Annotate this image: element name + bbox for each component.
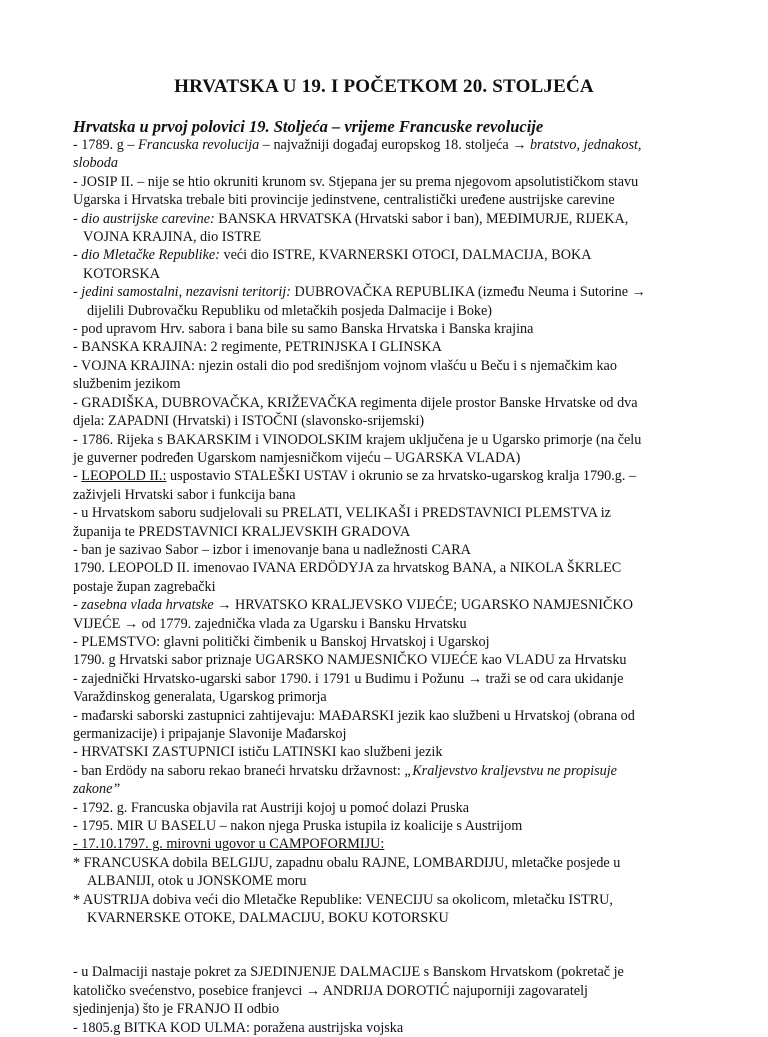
text-line: [73, 191, 695, 209]
text-segment: KOTORSKA: [83, 265, 160, 282]
text-line: [73, 982, 695, 1000]
text-segment: -: [73, 468, 82, 485]
text-line: [73, 210, 695, 228]
text-segment: - ban Erdödy na saboru rekao braneći hrvatsku državnost:: [73, 762, 405, 779]
text-line: [73, 762, 695, 780]
text-segment: -: [73, 597, 82, 614]
text-line: [73, 835, 695, 853]
text-line: [73, 688, 695, 706]
italic-text: dio Mletačke Republike:: [81, 247, 220, 264]
text-segment: katoličko svećenstvo, posebice franjevci → ANDRIJA DOROTIĆ najuporniji zagovaratelj: [73, 982, 588, 999]
text-line: [73, 799, 695, 817]
text-line: [73, 173, 695, 191]
underlined-text: - 17.10.1797. g. mirovni ugovor u CAMPOFORMIJU:: [73, 836, 385, 853]
text-segment: - VOJNA KRAJINA: njezin ostali dio pod središnjom vojnom vlašću u Beču i s njemačkim kao: [73, 357, 617, 374]
document-body: [73, 136, 695, 1037]
italic-text: dio austrijske carevine:: [81, 210, 215, 227]
text-line: [73, 449, 695, 467]
text-segment: - u Dalmaciji nastaje pokret za SJEDINJENJE DALMACIJE s Banskom Hrvatskom (pokretač je: [73, 964, 624, 981]
text-line: [73, 338, 695, 356]
text-segment: 1790. g Hrvatski sabor priznaje UGARSKO NAMJESNIČKO VIJEĆE kao VLADU za Hrvatsku: [73, 652, 627, 669]
text-line: [73, 154, 695, 172]
text-segment: - 1789. g –: [73, 137, 139, 153]
text-segment: sjedinjenja) što je FRANJO II odbio: [73, 1001, 280, 1018]
text-segment: djela: ZAPADNI (Hrvatski) i ISTOČNI (slavonsko-srijemski): [73, 413, 425, 430]
text-line: [73, 725, 695, 743]
text-segment: → HRVATSKO KRALJEVSKO VIJEĆE; UGARSKO NAMJESNIČKO: [213, 597, 633, 614]
text-segment: - 1786. Rijeka s BAKARSKIM i VINODOLSKIM krajem uključena je u Ugarsko primorje (na čelu: [73, 431, 642, 448]
text-segment: - ban je sazivao Sabor – izbor i imenovanje bana u nadležnosti CARA: [73, 541, 471, 558]
text-line: [73, 394, 695, 412]
text-segment: Ugarska i Hrvatska trebale biti provincije jedinstvene, centralistički uređene austrijske carevine: [73, 192, 615, 209]
italic-text: zasebna vlada hrvatske: [81, 597, 214, 614]
text-segment: - mađarski saborski zastupnici zahtijevaju: MAĐARSKI jezik kao službeni u Hrvatskoj (obrana od: [73, 707, 635, 724]
text-segment: VOJNA KRAJINA, dio ISTRE: [83, 229, 262, 246]
text-line: [73, 467, 695, 485]
italic-text: sloboda: [73, 155, 118, 172]
text-segment: Varaždinskog generalata, Ugarskog primorja: [73, 689, 327, 706]
text-line: [73, 375, 695, 393]
text-line: [73, 302, 695, 320]
text-line: [73, 817, 695, 835]
text-line: [73, 633, 695, 651]
text-segment: - JOSIP II. – nije se htio okruniti krunom sv. Stjepana jer su prema njegovom apsolutističkom stavu: [73, 173, 639, 190]
text-line: [73, 743, 695, 761]
text-segment: je guverner podređen Ugarskom namjesničkom vijeću – UGARSKA VLADA): [73, 449, 521, 466]
text-line: [73, 357, 695, 375]
text-line: [73, 504, 695, 522]
text-segment: - u Hrvatskom saboru sudjelovali su PRELATI, VELIKAŠI i PREDSTAVNICI PLEMSTVA iz: [73, 505, 611, 522]
text-segment: – najvažniji događaj europskog 18. stoljeća →: [259, 137, 530, 153]
text-segment: * AUSTRIJA dobiva veći dio Mletačke Republike: VENECIJU sa okolicom, mletačku ISTRU,: [73, 891, 613, 908]
text-line: [73, 651, 695, 669]
text-line: [73, 412, 695, 430]
text-line: [73, 854, 695, 872]
text-segment: - PLEMSTVO: glavni politički čimbenik u Banskoj Hrvatskoj i Ugarskoj: [73, 633, 490, 650]
text-line: [73, 596, 695, 614]
text-line: [73, 246, 695, 264]
text-segment: - pod upravom Hrv. sabora i bana bile su samo Banska Hrvatska i Banska krajina: [73, 321, 534, 338]
text-segment: - zajednički Hrvatsko-ugarski sabor 1790. i 1791 u Budimu i Požunu → traži se od cara ukidanje: [73, 670, 624, 687]
text-segment: - HRVATSKI ZASTUPNICI ističu LATINSKI kao službeni jezik: [73, 744, 443, 761]
blank-line: [73, 927, 695, 963]
text-segment: BANSKA HRVATSKA (Hrvatski sabor i ban), MEĐIMURJE, RIJEKA,: [214, 210, 629, 227]
text-segment: uspostavio STALEŠKI USTAV i okrunio se za hrvatsko-ugarskog kralja 1790.g. –: [166, 468, 637, 485]
text-line: [73, 1019, 695, 1037]
underlined-text: LEOPOLD II.:: [81, 468, 167, 485]
text-segment: germanizacije) i pripajanje Slavonije Mađarskoj: [73, 726, 347, 742]
text-segment: -: [73, 247, 82, 264]
text-line: [73, 559, 695, 577]
text-segment: - GRADIŠKA, DUBROVAČKA, KRIŽEVAČKA regimenta dijele prostor Banske Hrvatske od dva: [73, 394, 638, 411]
text-line: [73, 523, 695, 541]
italic-text: „Kraljevstvo kraljevstvu ne propisuje: [404, 762, 617, 779]
text-segment: -: [73, 284, 82, 301]
text-line: [73, 1000, 695, 1018]
text-line: [73, 872, 695, 890]
text-line: [73, 265, 695, 283]
text-segment: zaživjeli Hrvatski sabor i funkcija bana: [73, 486, 296, 503]
section-title: Hrvatska u prvoj polovici 19. Stoljeća – vrijeme Francuske revolucije: [73, 117, 544, 136]
text-segment: - 1805.g BITKA KOD ULMA: poražena austrijska vojska: [73, 1019, 404, 1036]
text-segment: VIJEĆE → od 1779. zajednička vlada za Ugarsku i Bansku Hrvatsku: [73, 615, 467, 632]
text-segment: službenim jezikom: [73, 376, 181, 393]
text-line: [73, 578, 695, 596]
text-line: [73, 963, 695, 981]
text-segment: - 1795. MIR U BASELU – nakon njega Pruska istupila iz koalicije s Austrijom: [73, 818, 523, 835]
italic-text: bratstvo, jednakost,: [529, 137, 642, 153]
italic-text: Francuska revolucija: [138, 137, 260, 153]
text-line: [73, 431, 695, 449]
text-line: [73, 615, 695, 633]
text-line: [73, 136, 695, 154]
text-line: [73, 228, 695, 246]
text-line: [73, 541, 695, 559]
text-segment: * FRANCUSKA dobila BELGIJU, zapadnu obalu RAJNE, LOMBARDIJU, mletačke posjede u: [73, 854, 621, 871]
text-segment: -: [73, 210, 82, 227]
text-line: [73, 891, 695, 909]
text-line: [73, 320, 695, 338]
text-segment: ALBANIJI, otok u JONSKOME moru: [87, 873, 307, 890]
text-segment: postaje župan zagrebački: [73, 578, 216, 595]
text-segment: 1790. LEOPOLD II. imenovao IVANA ERDÖDYJA za hrvatskog BANA, a NIKOLA ŠKRLEC: [73, 560, 622, 577]
page-title: HRVATSKA U 19. I POČETKOM 20. STOLJEĆA: [174, 76, 594, 97]
italic-text: zakone”: [73, 781, 121, 798]
text-line: [73, 707, 695, 725]
text-segment: dijelili Dubrovačku Republiku od mletačkih posjeda Dalmacije i Boke): [87, 302, 493, 319]
text-segment: - 1792. g. Francuska objavila rat Austriji kojoj u pomoć dolazi Pruska: [73, 799, 470, 816]
text-segment: DUBROVAČKA REPUBLIKA (između Neuma i Sutorine →: [290, 284, 646, 301]
text-line: [73, 780, 695, 798]
text-segment: - BANSKA KRAJINA: 2 regimente, PETRINJSKA I GLINSKA: [73, 339, 442, 356]
text-line: [73, 486, 695, 504]
text-line: [73, 283, 695, 301]
text-segment: veći dio ISTRE, KVARNERSKI OTOCI, DALMACIJA, BOKA: [219, 247, 592, 264]
text-segment: županija te PREDSTAVNICI KRALJEVSKIH GRADOVA: [73, 523, 411, 540]
text-segment: KVARNERSKE OTOKE, DALMACIJU, BOKU KOTORSKU: [87, 910, 449, 927]
italic-text: jedini samostalni, nezavisni teritorij:: [81, 284, 291, 301]
text-line: [73, 670, 695, 688]
text-line: [73, 909, 695, 927]
